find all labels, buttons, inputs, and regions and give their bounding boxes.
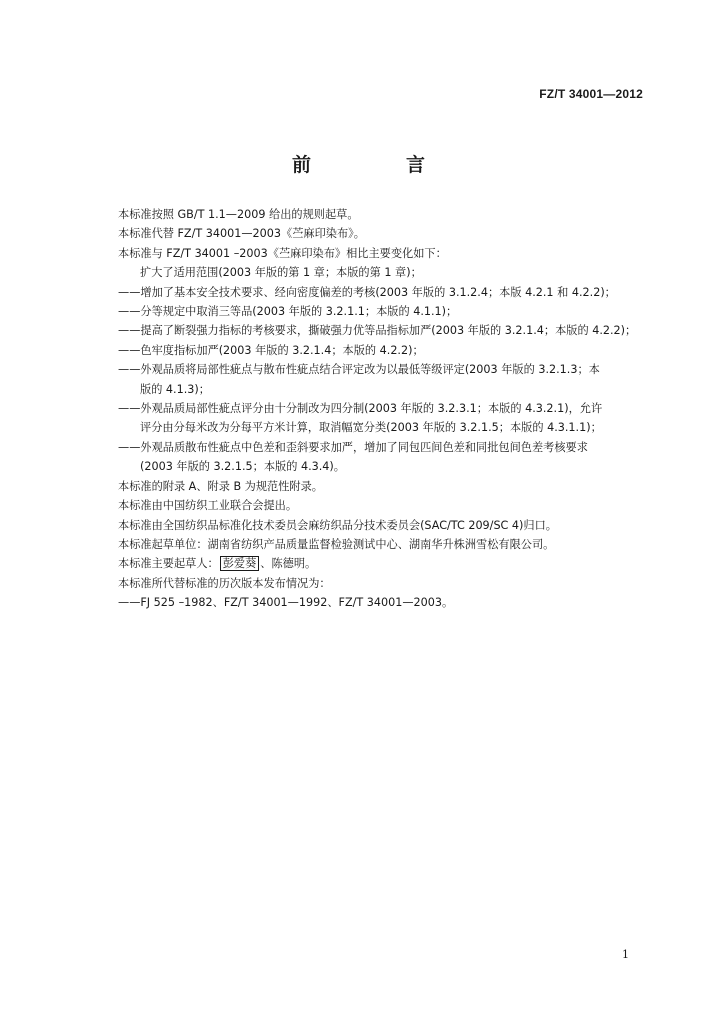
history-item: ——FJ 525 –1982、FZ/T 34001—1992、FZ/T 34001—2003。 xyxy=(118,596,454,610)
change-item-continuation: 评分由分每米改为分每平方米计算，取消幅宽分类(2003 年版的 3.2.1.5；本版的 4.3.1.1)； xyxy=(140,421,602,435)
standard-code: FZ/T 34001—2012 xyxy=(539,87,643,101)
page-title: 前 言 xyxy=(291,154,463,176)
paragraph-drafting-rules: 本标准按照 GB/T 1.1—2009 给出的规则起草。 xyxy=(118,208,359,221)
change-item: 扩大了适用范围(2003 年版的第 1 章；本版的第 1 章)； xyxy=(140,266,422,280)
paragraph-drafters xyxy=(118,554,648,573)
paragraph-committee: 本标准由全国纺织品标准化技术委员会麻纺织品分技术委员会(SAC/TC 209/SC 4)归口。 xyxy=(118,518,557,532)
drafters-label: 本标准主要起草人： xyxy=(118,557,219,571)
foreword-body xyxy=(118,205,648,613)
paragraph-drafting-units: 本标准起草单位：湖南省纺织产品质量监督检验测试中心、湖南华升株洲雪松有限公司。 xyxy=(118,537,555,551)
drafters-rest: 、陈德明。 xyxy=(260,557,317,571)
change-item-continuation: (2003 年版的 3.2.1.5；本版的 4.3.4)。 xyxy=(140,460,345,474)
change-item-continuation: 版的 4.1.3)； xyxy=(140,382,210,396)
paragraph-replaces: 本标准代替 FZ/T 34001—2003《苎麻印染布》。 xyxy=(118,227,365,241)
paragraph-history-intro: 本标准所代替标准的历次版本发布情况为： xyxy=(118,576,331,590)
page-number: 1 xyxy=(622,948,629,961)
change-item: ——分等规定中取消三等品(2003 年版的 3.2.1.1；本版的 4.1.1)； xyxy=(118,305,458,319)
paragraph-changes-intro: 本标准与 FZ/T 34001 –2003《苎麻印染布》相比主要变化如下： xyxy=(118,246,447,260)
drafter-name-boxed: 彭爱葵 xyxy=(220,556,260,571)
change-item: ——色牢度指标加严(2003 年版的 3.2.1.4；本版的 4.2.2)； xyxy=(118,343,424,357)
change-item: ——外观品质局部性疵点评分由十分制改为四分制(2003 年版的 3.2.3.1；本版的 4.3.2.1)，允许 xyxy=(118,402,603,416)
change-item: ——外观品质散布性疵点中色差和歪斜要求加严，增加了同包匹间色差和同批包间色差考核要求 xyxy=(118,440,588,454)
paragraph-proposer: 本标准由中国纺织工业联合会提出。 xyxy=(118,499,298,513)
change-item: ——提高了断裂强力指标的考核要求，撕破强力优等品指标加严(2003 年版的 3.2.1.4；本版的 4.2.2)； xyxy=(118,324,637,338)
change-item: ——增加了基本安全技术要求、经向密度偏差的考核(2003 年版的 3.1.2.4；本版 4.2.1 和 4.2.2)； xyxy=(118,285,616,299)
paragraph-annexes: 本标准的附录 A、附录 B 为规范性附录。 xyxy=(118,479,323,493)
change-item: ——外观品质将局部性疵点与散布性疵点结合评定改为以最低等级评定(2003 年版的 3.2.1.3；本 xyxy=(118,363,600,377)
